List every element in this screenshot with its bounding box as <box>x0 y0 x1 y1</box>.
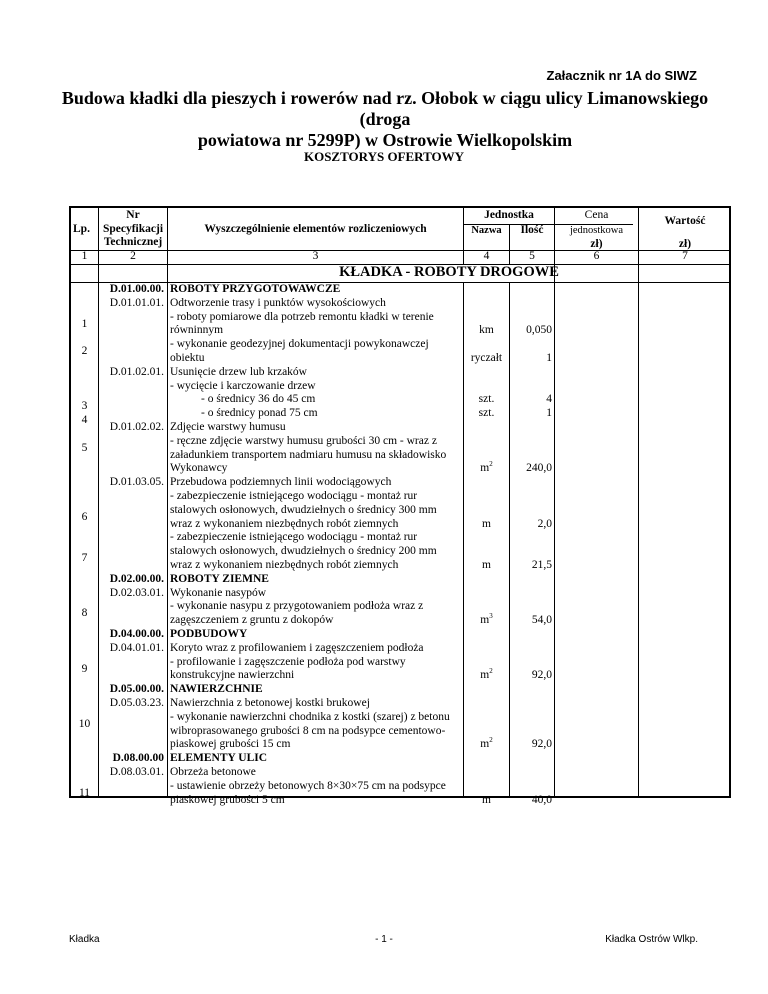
col-num-1: 1 <box>81 250 88 262</box>
item-description: - ustawienie obrzeży betonowych 8×30×75 cm na podsypce <box>170 779 446 792</box>
quantity: 1 <box>546 352 552 364</box>
spec-header-line-1: Nr <box>126 209 140 221</box>
item-description: obiektu <box>170 352 205 364</box>
item-description: Obrzeża betonowe <box>170 766 256 778</box>
quantity: 4 <box>546 393 552 406</box>
item-description: - roboty pomiarowe dla potrzeb remontu kładki w terenie <box>170 310 434 323</box>
desc-header: Wyszczególnienie elementów rozliczeniowych <box>204 223 427 235</box>
item-description: piaskowej grubości 5 cm <box>170 793 285 806</box>
unit-name: ryczałt <box>470 352 503 364</box>
unit-exponent: 2 <box>489 736 493 745</box>
section-title: KŁADKA - ROBOTY DROGOWE <box>339 264 559 280</box>
spec-header-line-3: Technicznej <box>103 236 163 248</box>
col-num-4: 4 <box>483 250 490 262</box>
qty-header: Ilość <box>520 224 544 236</box>
item-number: 1 <box>81 317 88 330</box>
title-line-1: Budowa kładki dla pieszych i rowerów nad rz. Ołobok w ciągu ulicy Limanowskiego (droga <box>61 88 709 129</box>
page-number: - 1 - <box>375 934 393 945</box>
quantity: 92,0 <box>531 738 552 751</box>
price-header-line-2: jednostkowa <box>569 225 624 236</box>
item-description: równinnym <box>170 324 224 337</box>
spec-code: D.01.02.02. <box>109 421 164 433</box>
unit-name: $m^2$ <box>480 667 493 682</box>
spec-code: D.01.01.01. <box>109 296 164 309</box>
document-title <box>40 88 730 151</box>
item-description: Wykonawcy <box>170 462 228 475</box>
item-description: Usunięcie drzew lub krzaków <box>170 365 307 378</box>
item-description: PODBUDOWY <box>170 628 248 640</box>
unit-name-header: Nazwa <box>471 225 502 236</box>
quantity: 40,0 <box>531 793 552 806</box>
spec-code: D.05.00.00. <box>109 683 164 696</box>
item-number: 4 <box>81 414 88 427</box>
item-description: - wykonanie nasypu z przygotowaniem podłoża wraz z <box>170 600 424 613</box>
col-num-7: 7 <box>682 250 688 262</box>
item-description: - zabezpieczenie istniejącego wodociągu - montaż rur <box>170 531 418 544</box>
item-number: 11 <box>78 786 91 799</box>
item-description: - zabezpieczenie istniejącego wodociągu - montaż rur <box>170 490 418 502</box>
item-description: wraz z wykonaniem niezbędnych robót ziemnych <box>170 517 399 530</box>
spec-code: D.04.01.01. <box>109 641 164 654</box>
item-number: 8 <box>81 607 88 620</box>
item-number: 3 <box>81 400 88 413</box>
title-line-2: powiatowa nr 5299P) w Ostrowie Wielkopolskim <box>197 130 573 150</box>
unit-name: m <box>482 793 491 806</box>
spec-header-line-2: Specyfikacji <box>102 223 164 235</box>
cost-table <box>69 206 731 806</box>
item-number: 7 <box>81 552 88 565</box>
attachment-label: Załacznik nr 1A do SIWZ <box>546 68 697 83</box>
spec-code: D.01.03.05. <box>109 476 164 489</box>
unit-name: szt. <box>478 407 495 420</box>
unit-group-header: Jednostka <box>484 209 534 221</box>
item-number: 5 <box>81 441 88 454</box>
footer-right: Kładka Ostrów Wlkp. <box>605 934 698 945</box>
footer-left: Kładka <box>69 934 100 945</box>
price-header-line-1: Cena <box>584 209 609 221</box>
unit-name: $m^2$ <box>480 736 493 751</box>
item-description: ROBOTY ZIEMNE <box>170 572 269 585</box>
quantity: 1 <box>546 407 552 420</box>
item-description: ROBOTY PRZYGOTOWAWCZE <box>170 283 341 295</box>
item-description: - o średnicy 36 do 45 cm <box>201 393 316 406</box>
item-description: stalowych osłonowych, dwudziełnych o średnicy 300 mm <box>170 503 437 516</box>
unit-name: szt. <box>478 393 495 406</box>
spec-code: D.02.03.01. <box>109 586 164 599</box>
spec-code: D.04.00.00. <box>109 628 164 640</box>
item-description: zagęszczeniem z gruntu z dokopów <box>170 614 334 627</box>
price-header-line-3: zł) <box>590 238 603 250</box>
unit-name: $m^3$ <box>480 612 493 627</box>
spec-code: D.08.00.00 <box>112 752 164 765</box>
item-description: Nawierzchnia z betonowej kostki brukowej <box>170 697 370 709</box>
unit-name: m <box>482 517 491 530</box>
quantity: 21,5 <box>531 559 552 571</box>
quantity: 92,0 <box>531 669 552 682</box>
unit-name: $m^2$ <box>480 460 493 475</box>
item-description: wraz z wykonaniem niezbędnych robót ziemnych <box>170 559 399 571</box>
quantity: 54,0 <box>531 614 552 627</box>
document-subtitle: KOSZTORYS OFERTOWY <box>303 149 465 164</box>
item-description: - wykonanie nawierzchni chodnika z kostki (szarej) z betonu <box>170 710 450 723</box>
item-description: ELEMENTY ULIC <box>170 752 268 765</box>
item-description: - wycięcie i karczowanie drzew <box>170 379 316 392</box>
item-number: 9 <box>81 662 88 675</box>
unit-name: m <box>482 559 491 571</box>
col-num-3: 3 <box>312 250 319 262</box>
spec-code: D.05.03.23. <box>109 697 164 709</box>
item-description: konstrukcyjne nawierzchni <box>170 669 295 682</box>
item-number: 6 <box>81 510 88 523</box>
spec-code: D.01.02.01. <box>109 365 164 378</box>
spec-code: D.01.00.00. <box>109 283 164 295</box>
unit-name: km <box>479 324 494 337</box>
item-description: - ręczne zdjęcie warstwy humusu grubości 30 cm - wraz z <box>170 434 437 447</box>
quantity: 240,0 <box>526 462 552 475</box>
value-header-line-2: zł) <box>678 238 692 250</box>
unit-exponent: 2 <box>489 667 493 676</box>
col-num-2: 2 <box>130 250 136 262</box>
item-description: piaskowej grubości 15 cm <box>170 738 291 751</box>
item-number: 10 <box>78 717 91 730</box>
unit-exponent: 3 <box>489 612 493 621</box>
item-number: 2 <box>81 345 88 358</box>
item-description: Wykonanie nasypów <box>170 586 267 599</box>
item-description: - o średnicy ponad 75 cm <box>201 407 318 420</box>
col-num-6: 6 <box>593 250 600 262</box>
item-description: Odtworzenie trasy i punktów wysokościowych <box>170 296 386 309</box>
item-description: - profilowanie i zagęszczenie podłoża pod warstwy <box>170 655 406 668</box>
quantity: 2,0 <box>537 517 552 530</box>
item-description: załadunkiem transportem nadmiaru humusu na składowisko <box>170 448 447 461</box>
item-description: Przebudowa podziemnych linii wodociągowych <box>170 476 392 489</box>
unit-exponent: 2 <box>489 460 493 469</box>
value-header-line-1: Wartość <box>664 215 706 227</box>
item-description: wibroprasowanego grubości 8 cm na podsypce cementowo- <box>170 724 446 737</box>
spec-code: D.02.00.00. <box>109 572 164 585</box>
quantity: 0,050 <box>526 324 552 337</box>
col-num-5: 5 <box>529 250 535 262</box>
item-description: Zdjęcie warstwy humusu <box>170 421 286 433</box>
lp-header: Lp. <box>73 223 90 235</box>
spec-code: D.08.03.01. <box>109 766 164 778</box>
item-description: - wykonanie geodezyjnej dokumentacji powykonawczej <box>170 338 429 351</box>
item-description: NAWIERZCHNIE <box>170 683 263 696</box>
item-description: Koryto wraz z profilowaniem i zagęszczeniem podłoża <box>170 641 424 654</box>
item-description: stalowych osłonowych, dwudziełnych o średnicy 200 mm <box>170 545 437 558</box>
